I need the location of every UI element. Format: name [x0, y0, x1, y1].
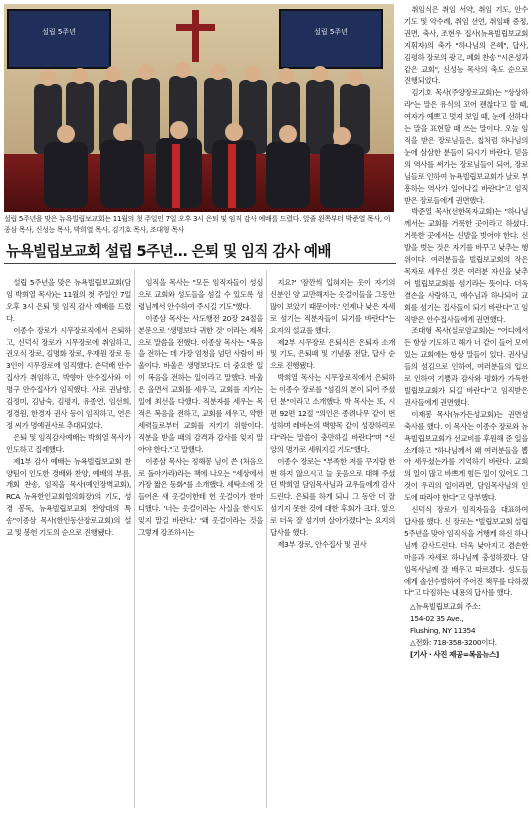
- address-city: Flushing, NY 11354: [410, 626, 476, 636]
- article-column-4: [404, 4, 528, 661]
- article-credit: [기사 · 사진 제공=복음뉴스]: [410, 649, 499, 659]
- article-headline: 뉴욕빌립보교회 설립 5주년… 은퇴 및 임직 감사 예배: [6, 243, 331, 260]
- paragraph: 이재봉 목사(뉴가든성교회)는 권면성 축사를 했다. 이 목사는 이종수 장로와 뉴욕빌립보교회가 선교비를 후원해 준 일을 소개하고 "하나님께서 왜 여러분들을 뽑아 세우셨는가를 기억하기 바란다. 교회의 일이 많고 바쁘게 힘든 일이 있어도 그것이 우리의 일이라면, 담임목사님의 인도에 따라야 한다"고 당부했다.: [404, 409, 528, 503]
- group-photo-illustration: [4, 4, 394, 212]
- left-screen-title: 설립 5주년: [42, 28, 76, 36]
- article-column-2: [138, 277, 263, 539]
- paragraph: 제2부 시무장로 은퇴식은 은퇴자 소개 및 기도, 은퇴패 및 기념품 전달, 답사 순으로 진행됐다.: [270, 337, 395, 371]
- paragraph: 임직을 목사는 "모든 임직자들이 성심으로 교회와 성도들을 섬길 수 있도록 성령님께서 안수하여 주시길 기도"했다.: [138, 278, 263, 311]
- paragraph: 이종수 장로가 시무장로직에서 은퇴하고, 신덕식 장로가 시무장로에 취임하고, 권오식 장로, 김명화 장로, 우재원 장로 등 3인이 시무장로에 임직했다. 손덕배 안수집사가 취임하고, 박향아 안수집사와 이명구 안수집사가 임직했다. 사로 권남향, 김정미, 김남숙, 김평지, 유종연, 임선희, 정경원, 한경자 권사 등이 임직하고, 연은정 씨가 명예권사로 추대되었다.: [6, 325, 131, 430]
- article-column-1: [6, 277, 131, 539]
- address-phone: △전화: 718-358-3200이다.: [410, 638, 497, 648]
- paragraph: 신덕식 장로가 임직자들을 대표하여 답사를 했다. 신 장로는 "빌립보교회 설립 5주년을 맞아 임직식을 거행케 하신 하나님께 감사드린다. 더욱 낮아지고 겸손한 마음과 자세로 하나님께 충성하겠다. 담임목사님께 잘 배우고 따르겠다. 성도들에게 솔선수범하여 주어진 책무를 다하겠다"고 다짐하는 내용의 답사를 했다.: [404, 505, 528, 598]
- paragraph: 설립 5주년을 맞은 뉴욕빌립보교회(담임 박희열 목사)는 11월의 첫 주일인 7일 오후 3시 은퇴 및 임직 감사 예배를 드렸다.: [6, 278, 131, 323]
- church-address: [404, 601, 528, 661]
- right-screen-title: 설립 5주년: [314, 28, 348, 36]
- group-photo: [4, 4, 394, 212]
- paragraph: 제3부 장로, 안수집사 및 권사: [277, 539, 367, 549]
- paragraph: 취임식은 취임 서약, 취임 기도, 안수 기도 및 악수례, 취임 선언, 취임패 증정, 권면, 축사, 조현우 집사(뉴욕빌립보교회 지휘자)의 축가 "하나님의 은혜", 답사, 김평하 장로의 광고, 폐회 찬송 "시온성과 같은 교회", 신성능 목사의 축도 순으로 진행되었다.: [404, 5, 528, 86]
- paragraph: 이종수 장로는 "부족한 저를 꾸지람 한 번 하지 않으시고 늘 웃음으로 대해 주셨던 박희열 담임목사님과 교우들에게 감사드린다. 은퇴를 하게 되니 그 동안 더 잘 섬기지 못한 것에 대한 후회가 크다. 앞으로 더욱 잘 섬기며 살아가겠다"는 요지의 답사를 했다.: [270, 456, 395, 538]
- paragraph: 제1부 감사 예배는 뉴욕빌립보교회 찬양팀이 인도한 경배와 찬양, 예배의 부름, 개회 찬송, 임직을 목사(예인장벽교회), RCA 뉴욕한인교회협의회장)의 기도, 성경 봉독, 뉴욕빌립보교회 찬양대의 특송"이종삼 목사(한인동산장로교회)의 설교 및 봉헌 기도의 순으로 진행됐다.: [6, 456, 131, 538]
- paragraph: 이종삼 목사는 사도행전 20장 24절을 본문으로 '생명보다 귀한 것' 이라는 제목으로 말씀을 전했다. 이종삼 목사는 "복음을 전하는 데 가장 엄청을 넘던 사람이 바울이다. 바울은 생명보다도 더 중요한 일이 복음을 전하는 일이라고 말했다. 바울은 올면서 교회를 세우고, 교회를 지키는 일에 최선을 다했다. 직분자를 세우는 목적은 복음을 전하고, 교회를 세우고, 약한 세력들로부터 교회를 지키기 위함이다. 직분을 받을 때의 감격과 감사를 잊지 말아야 한다."고 말했다.: [138, 313, 263, 454]
- paragraph: 조대형 목사(실로암교회)는 "어디에서든 항상 기도하고 해가 너 같이 들어 모여 있는 교회에는 항상 말들이 있다. 권사님들의 섬김으로 인하여, 여러분들의 입으로 인하여 기쁨과 감사와 평화가 가득한 빌립보교회가 되길 바란다"고 임직받은 권사들에게 권면했다.: [404, 326, 528, 407]
- column-divider: [266, 270, 267, 808]
- photo-caption: 설립 5주년을 맞은 뉴욕빌립보교회는 11월의 첫 주일인 7일 오후 3시 은퇴 및 임직 감사 예배를 드렸다. 앞줄 왼쪽부터 박준열 목사, 이종삼 목사, 신성능 목사, 박희열 목사, 김기호 목사, 조대형 목사: [4, 215, 391, 234]
- paragraph: 은퇴 및 임직감사예배는 박희열 목사가 인도하고 집례했다.: [6, 432, 131, 454]
- paragraph: 김기호 목사(주양장로교회)는 "상상하라"는 말은 유식의 꼬어 괜찮다고 할 때, 여자가 예쁘고 멋져 보일 때, 눈에 선하다는 말을 표현할 때 쓰는 말이다. 오늘 임직을 받은 장로님들은, 칩처럼 하나님의 눈에 삼삼한 분들이 되시기 바란다. 믿음의 역사를 써가는 장로님들이 되어, 장로님들로 인하여 뉴욕빌립보교회가 날로 부흥하는 역사가 일어나길 바란다"고 임직받은 장로들에게 권면했다.: [404, 88, 528, 205]
- left-screen: [8, 10, 110, 68]
- paragraph: 박준열 목사(선한목자교회)는 "하나님께서는 교회를 거룩한 곳이라고 하셨다. 거룩한 곳에서는 신발을 벗어야 한다. 신발을 벗는 것은 자기를 바꾸고 낮추는 행위이다. 여러분들을 빌립보교회의 작은 목자로 세우신 것은 여러분 자신을 낮추어 빌립보교회를 섬기라는 뜻이다. 더욱 겸손을 사랑하고, 예수님과 하나되어 교회를 섬기는 집사들이 되기 바란다"고 임직받은 안수집사들에게 권면했다.: [404, 207, 528, 324]
- paragraph: 이종삼 목사는 정해봉 님이 쓴 (처음으로 돌아가라)라는 책에 나오는 "세상에서 가장 짧은 동화"를 소개했다. 세탁소에 갓 들어온 새 옷걸이한테 헌 옷걸이가 한마디했다. '너는 옷걸이라는 사실을 한시도 잊지 말길 바란다.' '왜 옷걸이라는 것을 그렇게 강조하시는: [138, 456, 263, 538]
- headline-divider: [4, 263, 396, 264]
- address-street: 154-02 35 Ave.,: [410, 614, 464, 624]
- column-divider: [134, 270, 135, 808]
- article-column-3: [270, 277, 395, 551]
- paragraph: 지요?' '잠깐씩 입혀지는 옷이 자기의 신분인 양 교만해지는 옷걸이들을 그동안 많이 보았기 때문이야.' 언제나 낮은 자세로 섬기는 직분자들이 되기를 바란다"는 요지의 설교를 했다.: [270, 278, 395, 335]
- right-screen: [280, 10, 382, 68]
- paragraph: 박희열 목사는 시무장로직에서 은퇴하는 이종수 장로를 "섬김의 본이 되어 주셨던 분"이라고 소개했다. 박 목사는 또, 시편 92편 12절 "의인은 종려나무 같이 번성하며 레바논의 백향목 같이 성장하리로다"라는 말씀이 충만하길 바란다"며 "신앙의 명가로 세워지길 기도"했다.: [270, 373, 395, 454]
- address-label: △뉴욕빌립보교회 주소:: [410, 602, 481, 612]
